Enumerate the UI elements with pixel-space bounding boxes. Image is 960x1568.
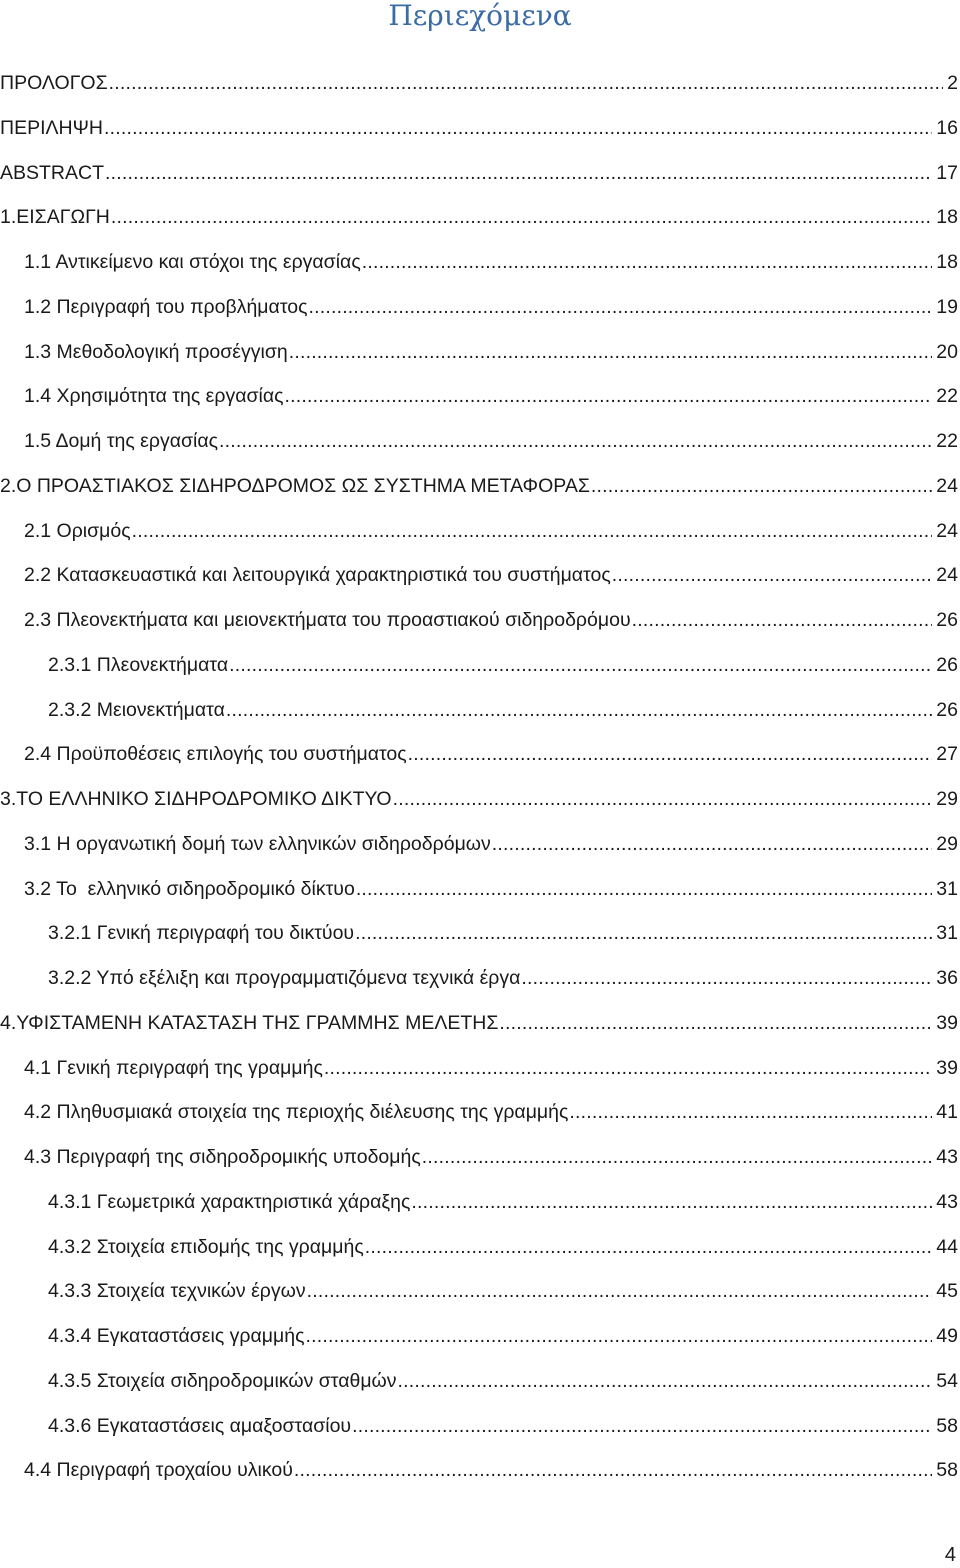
toc-page-number: 45: [936, 1280, 958, 1303]
toc-entry[interactable]: [0, 1225, 958, 1270]
toc-entry-text: ΠΡΟΛΟΓΟΣ: [0, 72, 108, 94]
toc-entry-text: 4.3.3 Στοιχεία τεχνικών έργων: [48, 1280, 306, 1303]
dot-leader: [362, 240, 933, 285]
toc-page-number: 26: [936, 698, 958, 721]
toc-page-number: 24: [936, 474, 958, 497]
toc-page-number: 44: [936, 1235, 958, 1258]
toc-entry[interactable]: [0, 464, 958, 509]
dot-leader: [109, 61, 943, 106]
toc-entry[interactable]: [0, 151, 958, 196]
toc-entry-text: 4.2 Πληθυσμιακά στοιχεία της περιοχής διέλευσης της γραμμής: [24, 1101, 569, 1124]
dot-leader: [499, 1001, 932, 1046]
toc-entry-text: 2.4 Προϋποθέσεις επιλογής του συστήματος: [24, 743, 407, 766]
toc-entry[interactable]: [0, 1046, 958, 1091]
toc-entry[interactable]: [0, 195, 958, 240]
dot-leader: [411, 1180, 932, 1225]
dot-leader: [104, 106, 932, 151]
toc-entry-text: 1.2 Περιγραφή του προβλήματος: [24, 295, 308, 318]
dot-leader: [305, 1314, 932, 1359]
dot-leader: [492, 822, 933, 867]
toc-page-number: 41: [936, 1101, 958, 1124]
toc-entry[interactable]: [0, 1001, 958, 1046]
dot-leader: [352, 1404, 932, 1449]
toc-entry-text: 4.4 Περιγραφή τροχαίου υλικού: [24, 1459, 293, 1482]
toc-entry-text: 2.2 Κατασκευαστικά και λειτουργικά χαρακτηριστικά του συστήματος: [24, 564, 611, 587]
toc-page-number: 18: [936, 206, 958, 229]
dot-leader: [285, 374, 933, 419]
toc-page-number: 54: [936, 1369, 958, 1392]
toc-page-number: 43: [936, 1190, 958, 1213]
toc-page-number: 29: [936, 832, 958, 855]
dot-leader: [591, 464, 932, 509]
dot-leader: [398, 1359, 933, 1404]
toc-title: Περιεχόμενα: [388, 0, 572, 32]
dot-leader: [632, 598, 933, 643]
toc-entry[interactable]: [0, 598, 958, 643]
dot-leader: [229, 643, 932, 688]
toc-entry[interactable]: [0, 1269, 958, 1314]
dot-leader: [569, 1090, 932, 1135]
toc-page-number: 31: [936, 877, 958, 900]
toc-entry-text: 1.4 Χρησιμότητα της εργασίας: [24, 385, 284, 408]
toc-entry[interactable]: [0, 911, 958, 956]
toc-entry[interactable]: [0, 956, 958, 1001]
toc-entry-text: 3.ΤΟ ΕΛΛΗΝΙΚΟ ΣΙΔΗΡΟΔΡΟΜΙΚΟ ΔΙΚΤΥΟ: [0, 788, 392, 810]
toc-entry[interactable]: [0, 777, 958, 822]
toc-entry-text: 1.1 Αντικείμενο και στόχοι της εργασίας: [24, 251, 361, 273]
toc-entry-text: 1.ΕΙΣΑΓΩΓΗ: [0, 206, 110, 229]
toc-entry-text: 2.3 Πλεονεκτήματα και μειονεκτήματα του προαστιακού σιδηροδρόμου: [24, 609, 631, 631]
toc-page-number: 29: [936, 788, 958, 810]
toc-entry[interactable]: [0, 285, 958, 330]
toc-entry-text: ABSTRACT: [0, 161, 105, 184]
toc-entry-text: 4.3.1 Γεωμετρικά χαρακτηριστικά χάραξης: [48, 1190, 411, 1213]
toc-entry-text: 4.3.6 Εγκαταστάσεις αμαξοστασίου: [48, 1414, 352, 1437]
toc-entry[interactable]: [0, 822, 958, 867]
dot-leader: [289, 330, 933, 375]
toc-entry-text: 3.2.1 Γενική περιγραφή του δικτύου: [48, 922, 355, 945]
dot-leader: [393, 777, 933, 822]
dot-leader: [294, 1448, 932, 1493]
dot-leader: [422, 1135, 933, 1180]
toc-entry[interactable]: [0, 61, 958, 106]
dot-leader: [111, 195, 932, 240]
toc-page-number: 19: [936, 295, 958, 318]
dot-leader: [132, 509, 933, 554]
toc-entry[interactable]: [0, 106, 958, 151]
toc-entry[interactable]: [0, 688, 958, 733]
dot-leader: [226, 688, 932, 733]
toc-entry[interactable]: [0, 553, 958, 598]
toc-entry-text: 4.3.2 Στοιχεία επιδομής της γραμμής: [48, 1235, 364, 1258]
toc-page-number: 39: [936, 1056, 958, 1079]
toc-page-number: 43: [936, 1146, 958, 1168]
toc-page-number: 39: [936, 1011, 958, 1034]
dot-leader: [365, 1225, 933, 1270]
toc-entry-text: 2.Ο ΠΡΟΑΣΤΙΑΚΟΣ ΣΙΔΗΡΟΔΡΟΜΟΣ ΩΣ ΣΥΣΤΗΜΑ ΜΕΤΑΦΟΡΑΣ: [0, 474, 590, 497]
toc-page-number: 16: [936, 116, 958, 139]
toc-entry-text: 2.3.2 Μειονεκτήματα: [48, 698, 225, 721]
toc-entry[interactable]: [0, 509, 958, 554]
toc-entry[interactable]: [0, 732, 958, 777]
toc-entry[interactable]: [0, 1448, 958, 1493]
toc-entry[interactable]: [0, 374, 958, 419]
toc-entry-text: ΠΕΡΙΛΗΨΗ: [0, 116, 103, 139]
toc-entry-text: 4.ΥΦΙΣΤΑΜΕΝΗ ΚΑΤΑΣΤΑΣΗ ΤΗΣ ΓΡΑΜΜΗΣ ΜΕΛΕΤΗΣ: [0, 1011, 499, 1034]
toc-entry[interactable]: [0, 240, 958, 285]
toc-entry-text: 2.3.1 Πλεονεκτήματα: [48, 653, 229, 676]
dot-leader: [356, 867, 932, 912]
toc-entry[interactable]: [0, 1135, 958, 1180]
toc-entry[interactable]: [0, 1404, 958, 1449]
toc-page-number: 22: [936, 385, 958, 408]
toc-page-number: 22: [936, 430, 958, 452]
dot-leader: [307, 1269, 933, 1314]
toc-page-number: 26: [936, 609, 958, 631]
toc-page-number: 2: [947, 72, 958, 94]
toc-entry-text: 4.1 Γενική περιγραφή της γραμμής: [24, 1056, 323, 1079]
toc-page-number: 36: [936, 967, 958, 989]
dot-leader: [612, 553, 933, 598]
toc-entry[interactable]: [0, 1090, 958, 1135]
dot-leader: [324, 1046, 932, 1091]
toc-page-number: 26: [936, 653, 958, 676]
dot-leader: [408, 732, 933, 777]
toc-entry[interactable]: [0, 643, 958, 688]
toc-page-number: 58: [936, 1414, 958, 1437]
dot-leader: [308, 285, 932, 330]
toc-entry[interactable]: [0, 1359, 958, 1404]
toc-page-number: 49: [936, 1325, 958, 1347]
toc-entry-text: 1.5 Δομή της εργασίας: [24, 430, 219, 452]
dot-leader: [105, 151, 932, 196]
toc-page-number: 24: [936, 519, 958, 542]
toc-entry-text: 2.1 Ορισμός: [24, 519, 131, 542]
toc-entry[interactable]: [0, 419, 958, 464]
toc-entry-text: 3.2 Το ελληνικό σιδηροδρομικό δίκτυο: [24, 877, 355, 900]
dot-leader: [219, 419, 932, 464]
toc-entry[interactable]: [0, 1180, 958, 1225]
dot-leader: [521, 956, 932, 1001]
dot-leader: [355, 911, 932, 956]
toc-entry-text: 4.3.5 Στοιχεία σιδηροδρομικών σταθμών: [48, 1369, 397, 1392]
toc-page-number: 18: [936, 251, 958, 273]
toc-list: [0, 61, 958, 1493]
toc-page-number: 17: [936, 161, 958, 184]
toc-entry-text: 4.3.4 Εγκαταστάσεις γραμμής: [48, 1325, 305, 1347]
toc-entry-text: 1.3 Μεθοδολογική προσέγγιση: [24, 340, 288, 363]
toc-page-number: 20: [936, 340, 958, 363]
page-number: 4: [944, 1544, 956, 1566]
toc-page-number: 31: [936, 922, 958, 945]
toc-entry[interactable]: [0, 330, 958, 375]
toc-page-number: 24: [936, 564, 958, 587]
toc-entry-text: 3.2.2 Υπό εξέλιξη και προγραμματιζόμενα τεχνικά έργα: [48, 967, 521, 989]
toc-page-number: 58: [936, 1459, 958, 1482]
toc-page-number: 27: [936, 743, 958, 766]
toc-entry[interactable]: [0, 867, 958, 912]
toc-entry[interactable]: [0, 1314, 958, 1359]
toc-entry-text: 3.1 Η οργανωτική δομή των ελληνικών σιδηροδρόμων: [24, 832, 491, 855]
toc-entry-text: 4.3 Περιγραφή της σιδηροδρομικής υποδομής: [24, 1146, 421, 1168]
